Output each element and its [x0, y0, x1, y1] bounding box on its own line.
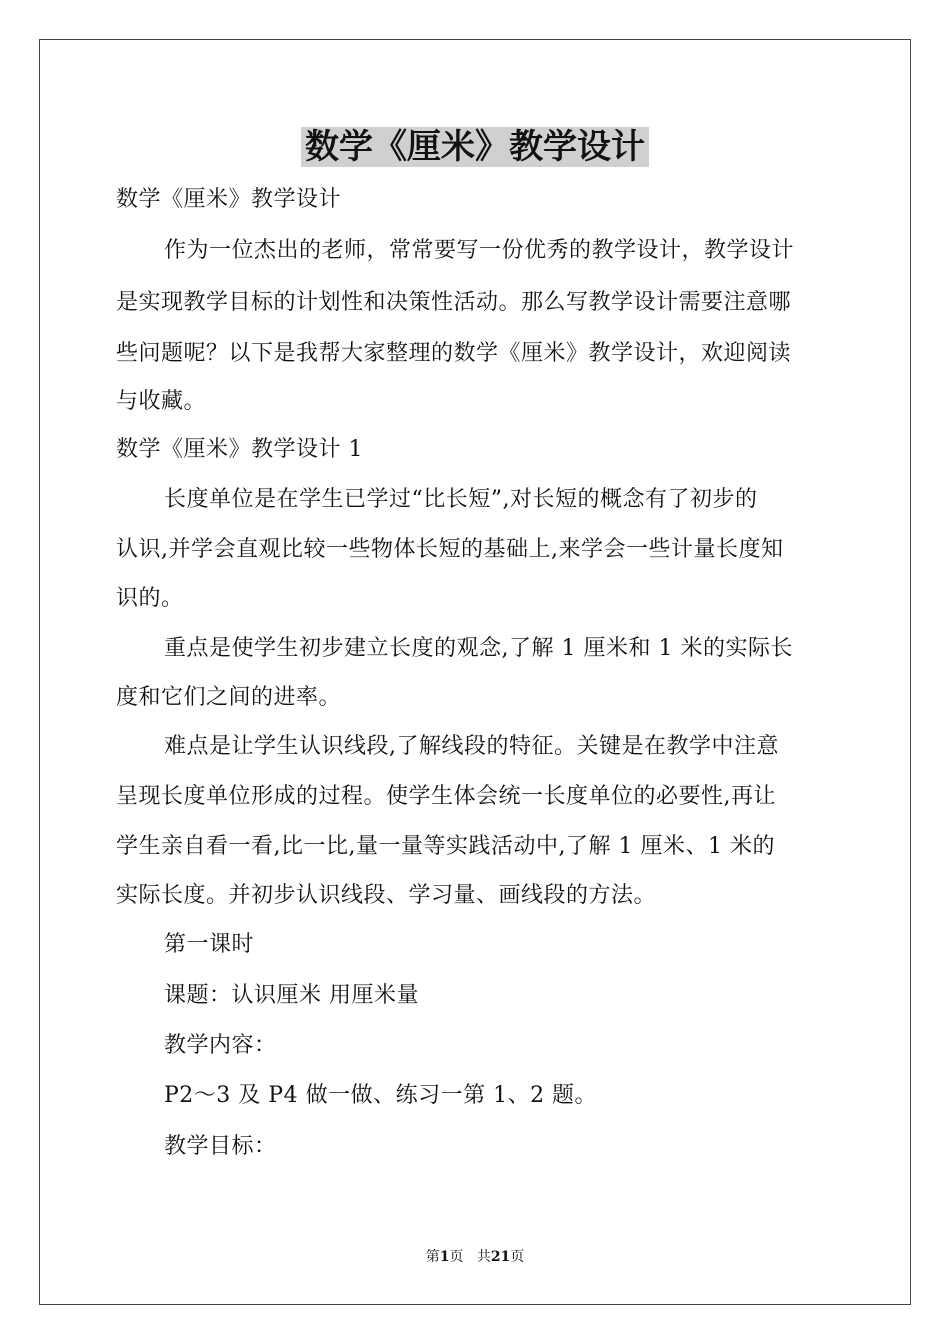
page-border: [39, 39, 911, 1305]
page-footer: [0, 1248, 950, 1266]
paragraph-line: 难点是让学生认识线段,了解线段的特征。关键是在教学中注意: [164, 734, 779, 759]
paragraph-line: 认识,并学会直观比较一些物体长短的基础上,来学会一些计量长度知: [116, 537, 784, 562]
footer-page-prefix: 第: [425, 1249, 440, 1265]
document-title: [0, 124, 950, 170]
lesson-content-label: 教学内容：: [164, 1033, 277, 1058]
footer-total-suffix: 页: [510, 1249, 525, 1265]
paragraph-line: 度和它们之间的进率。: [116, 685, 342, 710]
section-heading: 数学《厘米》教学设计 1: [116, 437, 363, 462]
paragraph-line: 重点是使学生初步建立长度的观念,了解 1 厘米和 1 米的实际长: [164, 636, 793, 661]
footer-total-prefix: 共: [476, 1249, 491, 1265]
paragraph-line: 是实现教学目标的计划性和决策性活动。那么写教学设计需要注意哪: [116, 290, 792, 315]
paragraph-line: 识的。: [116, 586, 184, 611]
lesson-heading: 第一课时: [164, 932, 255, 957]
document-title-text: 数学《厘米》教学设计: [301, 127, 649, 167]
paragraph-line: 长度单位是在学生已学过“比长短”,对长短的概念有了初步的: [164, 487, 758, 512]
paragraph-line: 学生亲自看一看,比一比,量一量等实践活动中,了解 1 厘米、1 米的: [116, 834, 775, 859]
paragraph-line: 些问题呢？以下是我帮大家整理的数学《厘米》教学设计，欢迎阅读: [116, 341, 792, 366]
footer-page-suffix: 页: [449, 1249, 464, 1265]
paragraph-line: 作为一位杰出的老师，常常要写一份优秀的教学设计，教学设计: [164, 238, 795, 263]
lesson-content: P2～3 及 P4 做一做、练习一第 1、2 题。: [164, 1083, 598, 1108]
paragraph-line: 呈现长度单位形成的过程。使学生体会统一长度单位的必要性,再让: [116, 784, 776, 809]
paragraph-line: 与收藏。: [116, 389, 207, 414]
lesson-topic: 课题：认识厘米 用厘米量: [164, 983, 419, 1008]
subtitle-line: 数学《厘米》教学设计: [116, 187, 342, 212]
lesson-goals-label: 教学目标：: [164, 1134, 277, 1159]
footer-current-page: 1: [439, 1249, 450, 1265]
paragraph-line: 实际长度。并初步认识线段、学习量、画线段的方法。: [116, 883, 657, 908]
footer-total-pages: 21: [490, 1249, 511, 1265]
